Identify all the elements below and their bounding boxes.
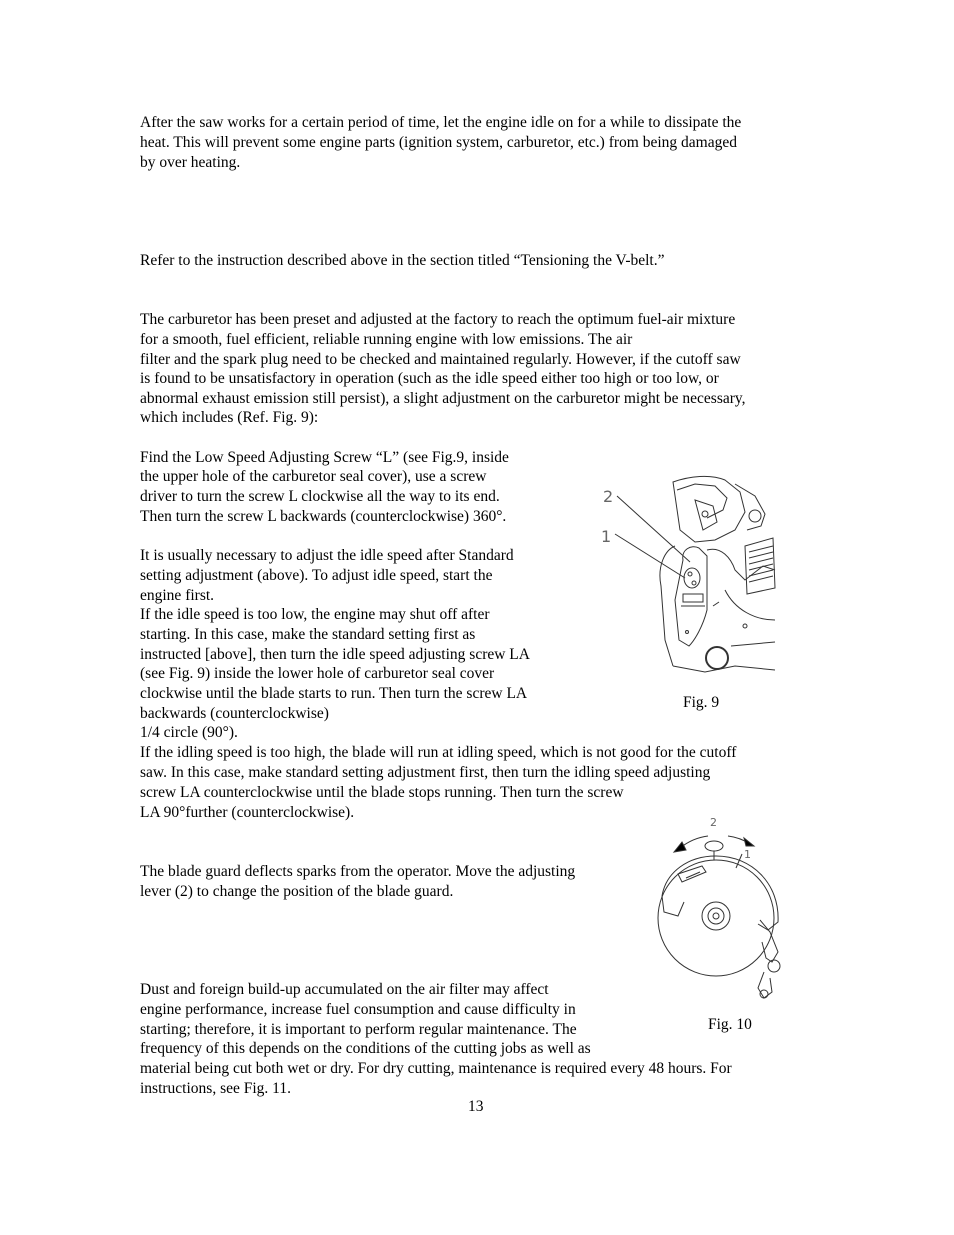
text-line: It is usually necessary to adjust the idle speed after Standard <box>140 547 514 564</box>
text-line: instructions, see Fig. 11. <box>140 1080 291 1097</box>
text-line: abnormal exhaust emission still persist), a slight adjustment on the carburetor might be necessary, <box>140 390 746 407</box>
text-line: for a smooth, fuel efficient, reliable running engine with low emissions. The air <box>140 331 633 348</box>
text-line: material being cut both wet or dry. For dry cutting, maintenance is required every 48 hours. For <box>140 1060 732 1077</box>
adjusting-lever-knob <box>705 841 723 851</box>
leader-line <box>615 534 685 578</box>
text-line: heat. This will prevent some engine parts (ignition system, carburetor, etc.) from being damaged <box>140 134 737 151</box>
callout-label: 1 <box>744 848 751 861</box>
blade-guard-figure <box>640 812 795 1007</box>
text-line: If the idle speed is too low, the engine may shut off after <box>140 606 490 623</box>
blade-hub <box>702 902 730 930</box>
figure-caption: Fig. 10 <box>708 1016 752 1033</box>
text-line: clockwise until the blade starts to run. Then turn the screw LA <box>140 685 528 702</box>
text-line: is found to be unsatisfactory in operation (such as the idle speed either too high or too low, or <box>140 370 719 387</box>
text-line: which includes (Ref. Fig. 9): <box>140 409 319 426</box>
callout-label: 2 <box>710 816 717 829</box>
page-number: 13 <box>468 1098 484 1115</box>
blade-guard <box>662 856 778 930</box>
pulley <box>706 647 728 669</box>
text-line: Then turn the screw L backwards (counterclockwise) 360°. <box>140 508 507 525</box>
text-line: (see Fig. 9) inside the lower hole of carburetor seal cover <box>140 665 495 682</box>
text-line: starting. In this case, make the standard setting first as <box>140 626 476 643</box>
carburetor-seal-cover <box>675 547 707 646</box>
text-line: saw. In this case, make standard setting adjustment first, then turn the idling speed adjusting <box>140 764 711 781</box>
text-line: frequency of this depends on the conditions of the cutting jobs as well as <box>140 1040 591 1057</box>
text-line: setting adjustment (above). To adjust idle speed, start the <box>140 567 493 584</box>
text-line: instructed [above], then turn the idle speed adjusting screw LA <box>140 646 530 663</box>
carburetor-figure <box>595 470 780 680</box>
callout-label: 2 <box>603 487 614 506</box>
text-line: by over heating. <box>140 154 241 171</box>
text-line: If the idling speed is too high, the blade will run at idling speed, which is not good for the cutoff <box>140 744 737 761</box>
text-line: 1/4 circle (90°). <box>140 724 238 741</box>
text-line: The blade guard deflects sparks from the operator. Move the adjusting <box>140 863 576 880</box>
text-line: After the saw works for a certain period of time, let the engine idle on for a while to dissipate the <box>140 114 742 131</box>
text-line: backwards (counterclockwise) <box>140 705 329 722</box>
screw-hole-upper <box>684 568 700 588</box>
text-line: Refer to the instruction described above in the section titled “Tensioning the V-belt.” <box>140 252 665 269</box>
text-line: screw LA counterclockwise until the blade stops running. Then turn the screw <box>140 784 624 801</box>
text-line: LA 90°further (counterclockwise). <box>140 804 355 821</box>
text-line: engine performance, increase fuel consumption and cause difficulty in <box>140 1001 576 1018</box>
figure-caption: Fig. 9 <box>683 694 720 711</box>
text-line: starting; therefore, it is important to perform regular maintenance. The <box>140 1021 577 1038</box>
text-line: Dust and foreign build-up accumulated on the air filter may affect <box>140 981 549 998</box>
text-line: engine first. <box>140 587 215 604</box>
text-line: filter and the spark plug need to be checked and maintained regularly. However, if the cutoff saw <box>140 351 741 368</box>
text-line: The carburetor has been preset and adjusted at the factory to reach the optimum fuel-air mixture <box>140 311 736 328</box>
callout-label: 1 <box>601 527 612 546</box>
leader-line <box>617 496 690 562</box>
engine-housing <box>673 476 745 542</box>
text-line: driver to turn the screw L clockwise all the way to its end. <box>140 488 500 505</box>
text-line: lever (2) to change the position of the blade guard. <box>140 883 454 900</box>
cutting-blade <box>658 860 774 976</box>
text-line: Find the Low Speed Adjusting Screw “L” (see Fig.9, inside <box>140 449 509 466</box>
text-line: the upper hole of the carburetor seal cover), use a screw <box>140 468 487 485</box>
